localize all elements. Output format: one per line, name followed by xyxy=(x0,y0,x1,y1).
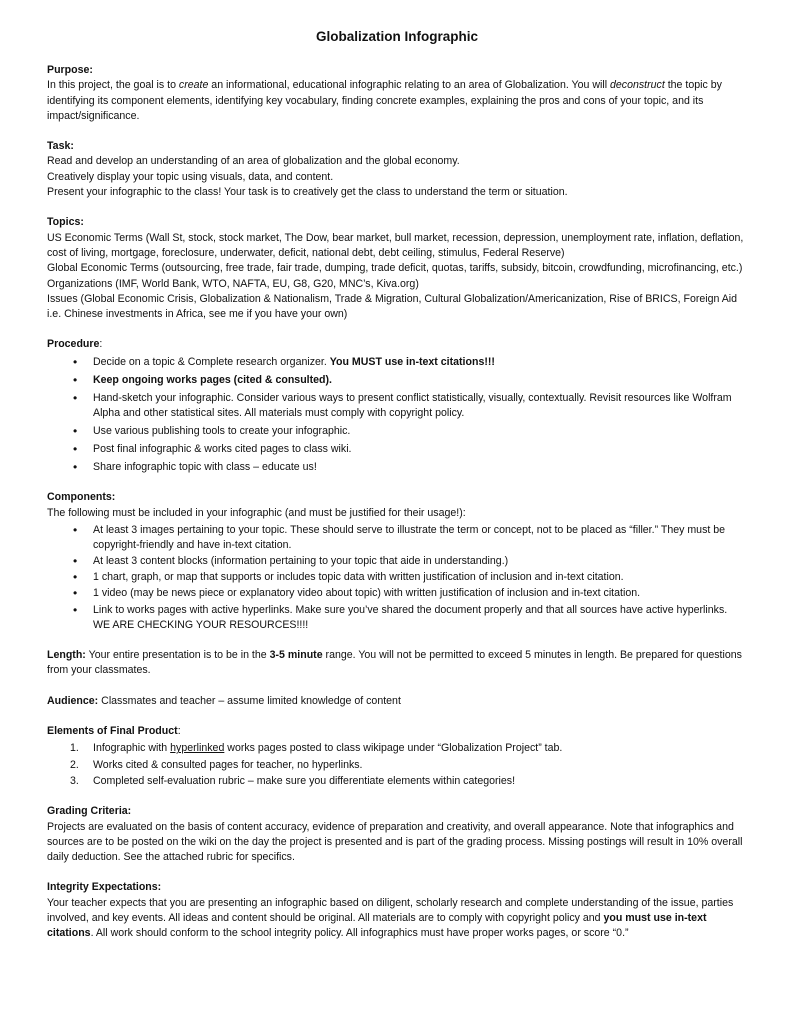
length-heading: Length: xyxy=(47,649,86,662)
list-item-text: Infographic with xyxy=(93,742,171,755)
purpose-section xyxy=(47,63,747,124)
list-item-bold-text: You MUST use in-text citations!!! xyxy=(329,355,495,368)
task-line: Present your infographic to the class! Your task is to creatively get the class to understand the term or situation. xyxy=(47,186,568,199)
purpose-text-part: the topic by identifying its component elements, identifying key vocabulary, finding concrete examples, explaining the pros and cons of your topic, and its impact/significance. xyxy=(47,79,722,122)
elements-list xyxy=(47,741,747,789)
elements-heading: Elements of Final Product xyxy=(47,725,178,738)
length-text-part: range. You will not be permitted to exceed 5 minutes in length. Be prepared for questions from your classmates. xyxy=(47,649,742,677)
topics-heading: Topics: xyxy=(47,216,84,229)
list-item: • Use various publishing tools to create your infographic. xyxy=(47,424,747,439)
topic-issues: Issues (Global Economic Crisis, Globalization & Nationalism, Trade & Migration, Cultural Globalization/Americanization, Rise of BRICS, Foreign Aid i.e. Chinese investments in Africa, see me if you have your own) xyxy=(47,292,738,321)
purpose-text-part: an informational, educational infographic relating to an area of Globalization. You will xyxy=(208,79,611,92)
list-item-text: Decide on a topic & Complete research organizer. xyxy=(93,355,330,368)
list-item: • Link to works pages with active hyperlinks. Make sure you’ve shared the document properly and that all sources have active hyperlinks. WE ARE CHECKING YOUR RESOURCES!!!! xyxy=(47,603,747,634)
length-text xyxy=(47,648,747,679)
list-item: • 1 chart, graph, or map that supports or includes topic data with written justification of inclusion and in-text citation. xyxy=(47,570,747,585)
audience-section xyxy=(47,694,747,709)
integrity-text-part: Your teacher expects that you are presenting an infographic based on diligent, scholarly research and complete understanding of the issue, parties involved, and key events. All ideas and content should be original. All materials are to comply with copyright policy and xyxy=(47,896,734,924)
list-item: • At least 3 images pertaining to your topic. These should serve to illustrate the term or concept, not to be placed as “filler.” They must be copyright-friendly and have in-text citation. xyxy=(47,523,747,554)
list-item: • At least 3 content blocks (information pertaining to your topic that aide in understanding.) xyxy=(47,554,747,569)
list-item-text: works pages posted to class wikipage under “Globalization Project” tab. xyxy=(224,742,563,755)
integrity-section xyxy=(47,880,747,941)
list-item-bold-text: Keep ongoing works pages (cited & consulted). xyxy=(93,373,332,386)
list-item: • Share infographic topic with class – educate us! xyxy=(47,460,747,475)
list-item-text: Completed self-evaluation rubric – make sure you differentiate elements within categories! xyxy=(93,774,516,787)
components-heading: Components: xyxy=(47,491,116,504)
hyperlinked-underlined-text: hyperlinked xyxy=(170,742,225,755)
elements-colon: : xyxy=(177,725,181,738)
topic-organizations: Organizations (IMF, World Bank, WTO, NAFTA, EU, G8, G20, MNC’s, Kiva.org) xyxy=(47,277,419,290)
document-page xyxy=(47,28,747,957)
procedure-colon: : xyxy=(99,338,103,351)
length-text-part: Your entire presentation is to be in the xyxy=(85,649,270,662)
list-item: • Post final infographic & works cited pages to class wiki. xyxy=(47,442,747,457)
audience-text xyxy=(47,694,747,709)
list-item xyxy=(47,355,747,370)
list-number: 3. xyxy=(70,774,79,787)
components-list xyxy=(47,523,747,633)
procedure-heading-line xyxy=(47,337,747,352)
purpose-emphasis-deconstruct: deconstruct xyxy=(610,79,665,92)
task-line: Creatively display your topic using visuals, data, and content. xyxy=(47,170,334,183)
task-heading: Task: xyxy=(47,140,74,153)
list-item xyxy=(47,741,747,756)
elements-section xyxy=(47,724,747,789)
integrity-heading: Integrity Expectations: xyxy=(47,881,162,894)
purpose-text xyxy=(47,78,747,124)
components-section xyxy=(47,490,747,633)
purpose-emphasis-create: create xyxy=(178,79,209,92)
document-title: Globalization Infographic xyxy=(316,29,478,44)
purpose-heading: Purpose: xyxy=(47,64,93,76)
integrity-text xyxy=(47,896,747,942)
grading-text: Projects are evaluated on the basis of content accuracy, evidence of preparation and creativity, and overall appearance. Note that infographics and sources are to be posted on the wiki on the day the project is presented and is part of the grading process. Missing postings will result in 10% overall daily deduction. See the attached rubric for specifics. xyxy=(47,820,743,864)
list-item: • 1 video (may be news piece or explanatory video about topic) with written justification of inclusion and in-text citation. xyxy=(47,586,747,601)
audience-heading: Audience: xyxy=(47,694,99,707)
topics-section xyxy=(47,215,747,322)
purpose-text-part: In this project, the goal is to xyxy=(47,79,179,92)
task-section xyxy=(47,139,747,200)
elements-heading-line xyxy=(47,724,747,739)
procedure-list xyxy=(47,355,747,476)
list-item xyxy=(47,373,747,388)
list-item: • Hand-sketch your infographic. Consider various ways to present conflict statistically, visually, contextually. Revisit resources like Wolfram Alpha and other statistical sites. All materials must comply with copyright policy. xyxy=(47,391,747,422)
length-section xyxy=(47,648,747,679)
procedure-heading: Procedure xyxy=(47,338,100,351)
components-intro: The following must be included in your infographic (and must be justified for their usage!): xyxy=(47,506,466,519)
list-item-text: Works cited & consulted pages for teacher, no hyperlinks. xyxy=(93,758,363,771)
topic-global-economic-terms: Global Economic Terms (outsourcing, free trade, fair trade, dumping, trade deficit, quotas, tariffs, subsidy, bitcoin, crowdfunding, microfinancing, etc.) xyxy=(47,262,743,275)
length-duration: 3-5 minute xyxy=(269,649,323,662)
list-number: 1. xyxy=(70,742,79,755)
topic-us-economic-terms: US Economic Terms (Wall St, stock, stock market, The Dow, bear market, bull market, recession, depression, unemployment rate, inflation, deflation, cost of living, mortgage, foreclosure, underwater, deficit, national debt, debt ceiling, stimulus, Federal Reserve) xyxy=(47,231,744,259)
list-item xyxy=(47,774,747,789)
integrity-citation-requirement: you must use in-text citations xyxy=(47,911,707,940)
grading-heading: Grading Criteria: xyxy=(47,805,132,818)
integrity-text-part: . All work should conform to the school integrity policy. All infographics must have proper works pages, or score “0.” xyxy=(90,927,629,940)
list-item xyxy=(47,758,747,773)
procedure-section xyxy=(47,337,747,475)
list-number: 2. xyxy=(70,758,79,771)
grading-section xyxy=(47,804,747,865)
task-line: Read and develop an understanding of an area of globalization and the global economy. xyxy=(47,155,460,168)
audience-description: Classmates and teacher – assume limited knowledge of content xyxy=(98,694,401,707)
